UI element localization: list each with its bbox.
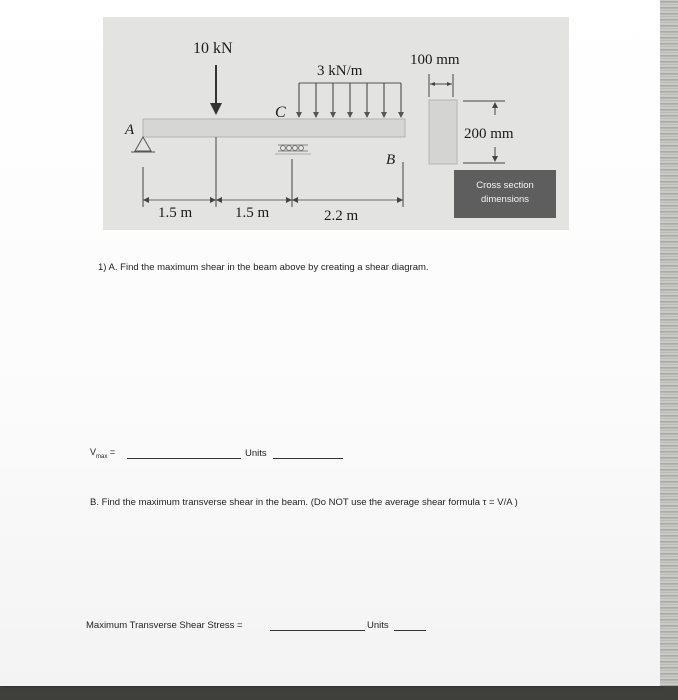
pin-support-a [135,137,151,151]
roller-support-c [275,145,311,154]
units-answer-line-2[interactable] [394,630,426,631]
cross-section-rect [429,100,457,164]
units-answer-line-1[interactable] [273,458,343,459]
distributed-load-arrows [299,83,401,117]
units-label-2: Units [367,620,389,631]
beam-diagram-svg [103,17,569,230]
beam-diagram [103,17,569,230]
cross-section-label-line1: Cross section [476,180,534,191]
point-a-label: A [125,122,135,138]
dimension-2-label: 1.5 m [235,205,270,221]
vmax-symbol: V [90,447,97,457]
cross-section-label-line2: dimensions [480,194,530,205]
max-stress-answer-line[interactable] [270,630,365,631]
units-label-1: Units [245,448,267,459]
max-stress-label: Maximum Transverse Shear Stress = [86,620,243,631]
distributed-load-label: 3 kN/m [317,63,363,79]
point-c-label: C [275,104,286,121]
beam [143,119,405,137]
vmax-label [90,447,115,460]
dimension-extension-lines [143,137,403,207]
page-stack-edge [660,0,678,686]
point-load-label: 10 kN [193,40,233,57]
vmax-equals: = [109,447,116,457]
section-height-label: 200 mm [464,126,514,142]
point-load-arrowhead [210,103,222,115]
vmax-answer-line[interactable] [127,458,241,459]
point-b-label: B [386,152,396,168]
dimension-1-label: 1.5 m [158,205,193,221]
dimension-3-label: 2.2 m [324,208,359,224]
vmax-subscript: max [96,453,108,460]
distributed-load-heads [296,112,404,118]
question-1b: B. Find the maximum transverse shear in the beam. (Do NOT use the average shear formula τ = V/A ) [90,497,518,508]
question-1a: 1) A. Find the maximum shear in the beam above by creating a shear diagram. [98,262,429,273]
section-width-label: 100 mm [410,52,460,68]
